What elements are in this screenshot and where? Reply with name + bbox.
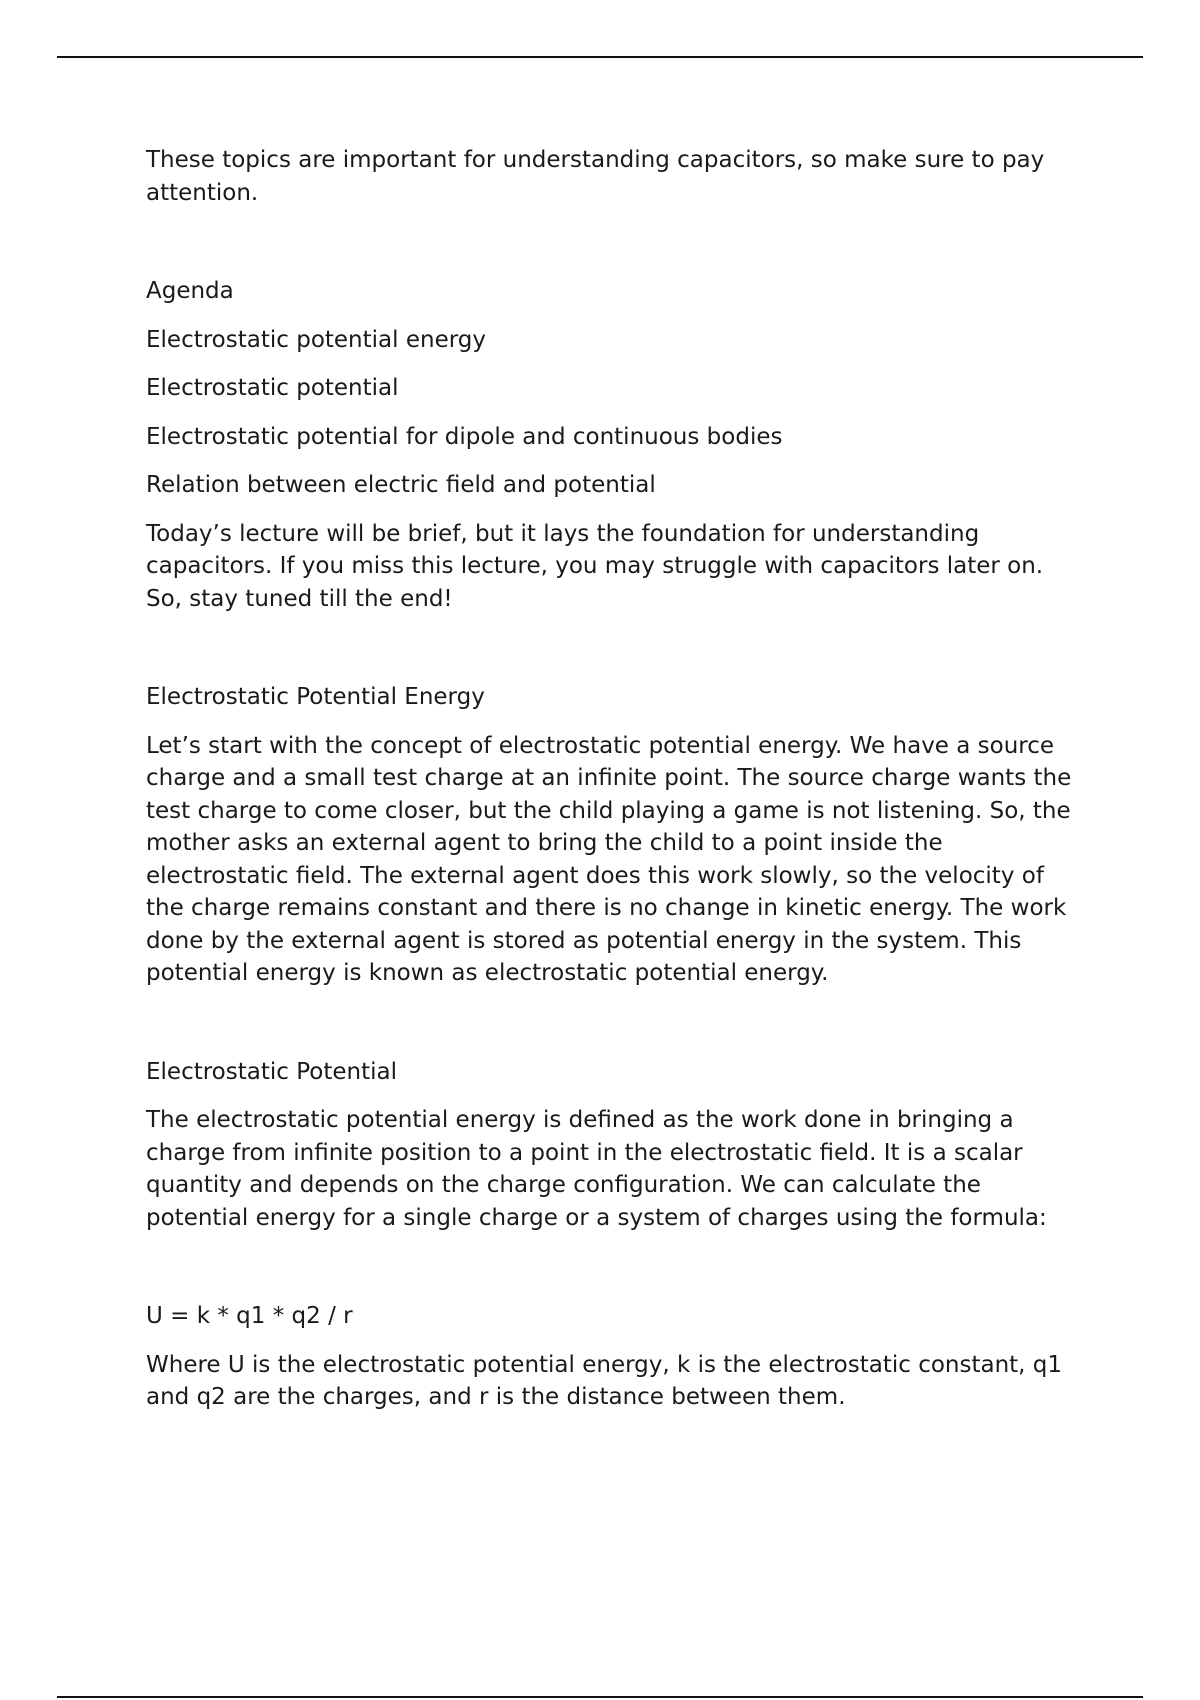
agenda-item: Electrostatic potential energy bbox=[146, 326, 486, 353]
formula-explanation: Where U is the electrostatic potential energy, k is the electrostatic constant, q1 and q2 are the charges, and r is the distance between them. bbox=[146, 1351, 1063, 1410]
footer-rule bbox=[57, 1696, 1143, 1698]
agenda-item: Electrostatic potential bbox=[146, 375, 399, 401]
intro-paragraph: These topics are important for understanding capacitors, so make sure to pay attention. bbox=[146, 147, 1045, 206]
section-body-potential-energy: Let’s start with the concept of electrostatic potential energy. We have a source charge and a small test charge at an infinite point. The source charge wants the test charge to come closer, but the child playing a game is not listening. So, the mother asks an external agent to bring the child to a point inside the electrostatic field. The external agent does this work slowly, so the velocity of the charge remains constant and there is no change in kinetic energy. The work done by the external agent is stored as potential energy in the system. This potential energy is known as electrostatic potential energy. bbox=[146, 732, 1072, 986]
formula: U = k * q1 * q2 / r bbox=[146, 1303, 353, 1329]
agenda-item: Relation between electric field and potential bbox=[146, 472, 656, 498]
agenda-item: Electrostatic potential for dipole and continuous bodies bbox=[146, 423, 783, 450]
section-heading-potential-energy: Electrostatic Potential Energy bbox=[146, 684, 485, 710]
agenda-heading: Agenda bbox=[146, 278, 234, 304]
document-body bbox=[146, 144, 1086, 1414]
agenda-note: Today’s lecture will be brief, but it lays the foundation for understanding capacitors. If you miss this lecture, you may struggle with capacitors later on. So, stay tuned till the end! bbox=[146, 520, 1044, 612]
header-rule bbox=[57, 56, 1143, 58]
section-heading-potential: Electrostatic Potential bbox=[146, 1058, 397, 1085]
section-body-potential: The electrostatic potential energy is defined as the work done in bringing a charge from infinite position to a point in the electrostatic field. It is a scalar quantity and depends on the charge configuration. We can calculate the potential energy for a single charge or a system of charges using the formula: bbox=[146, 1107, 1047, 1231]
